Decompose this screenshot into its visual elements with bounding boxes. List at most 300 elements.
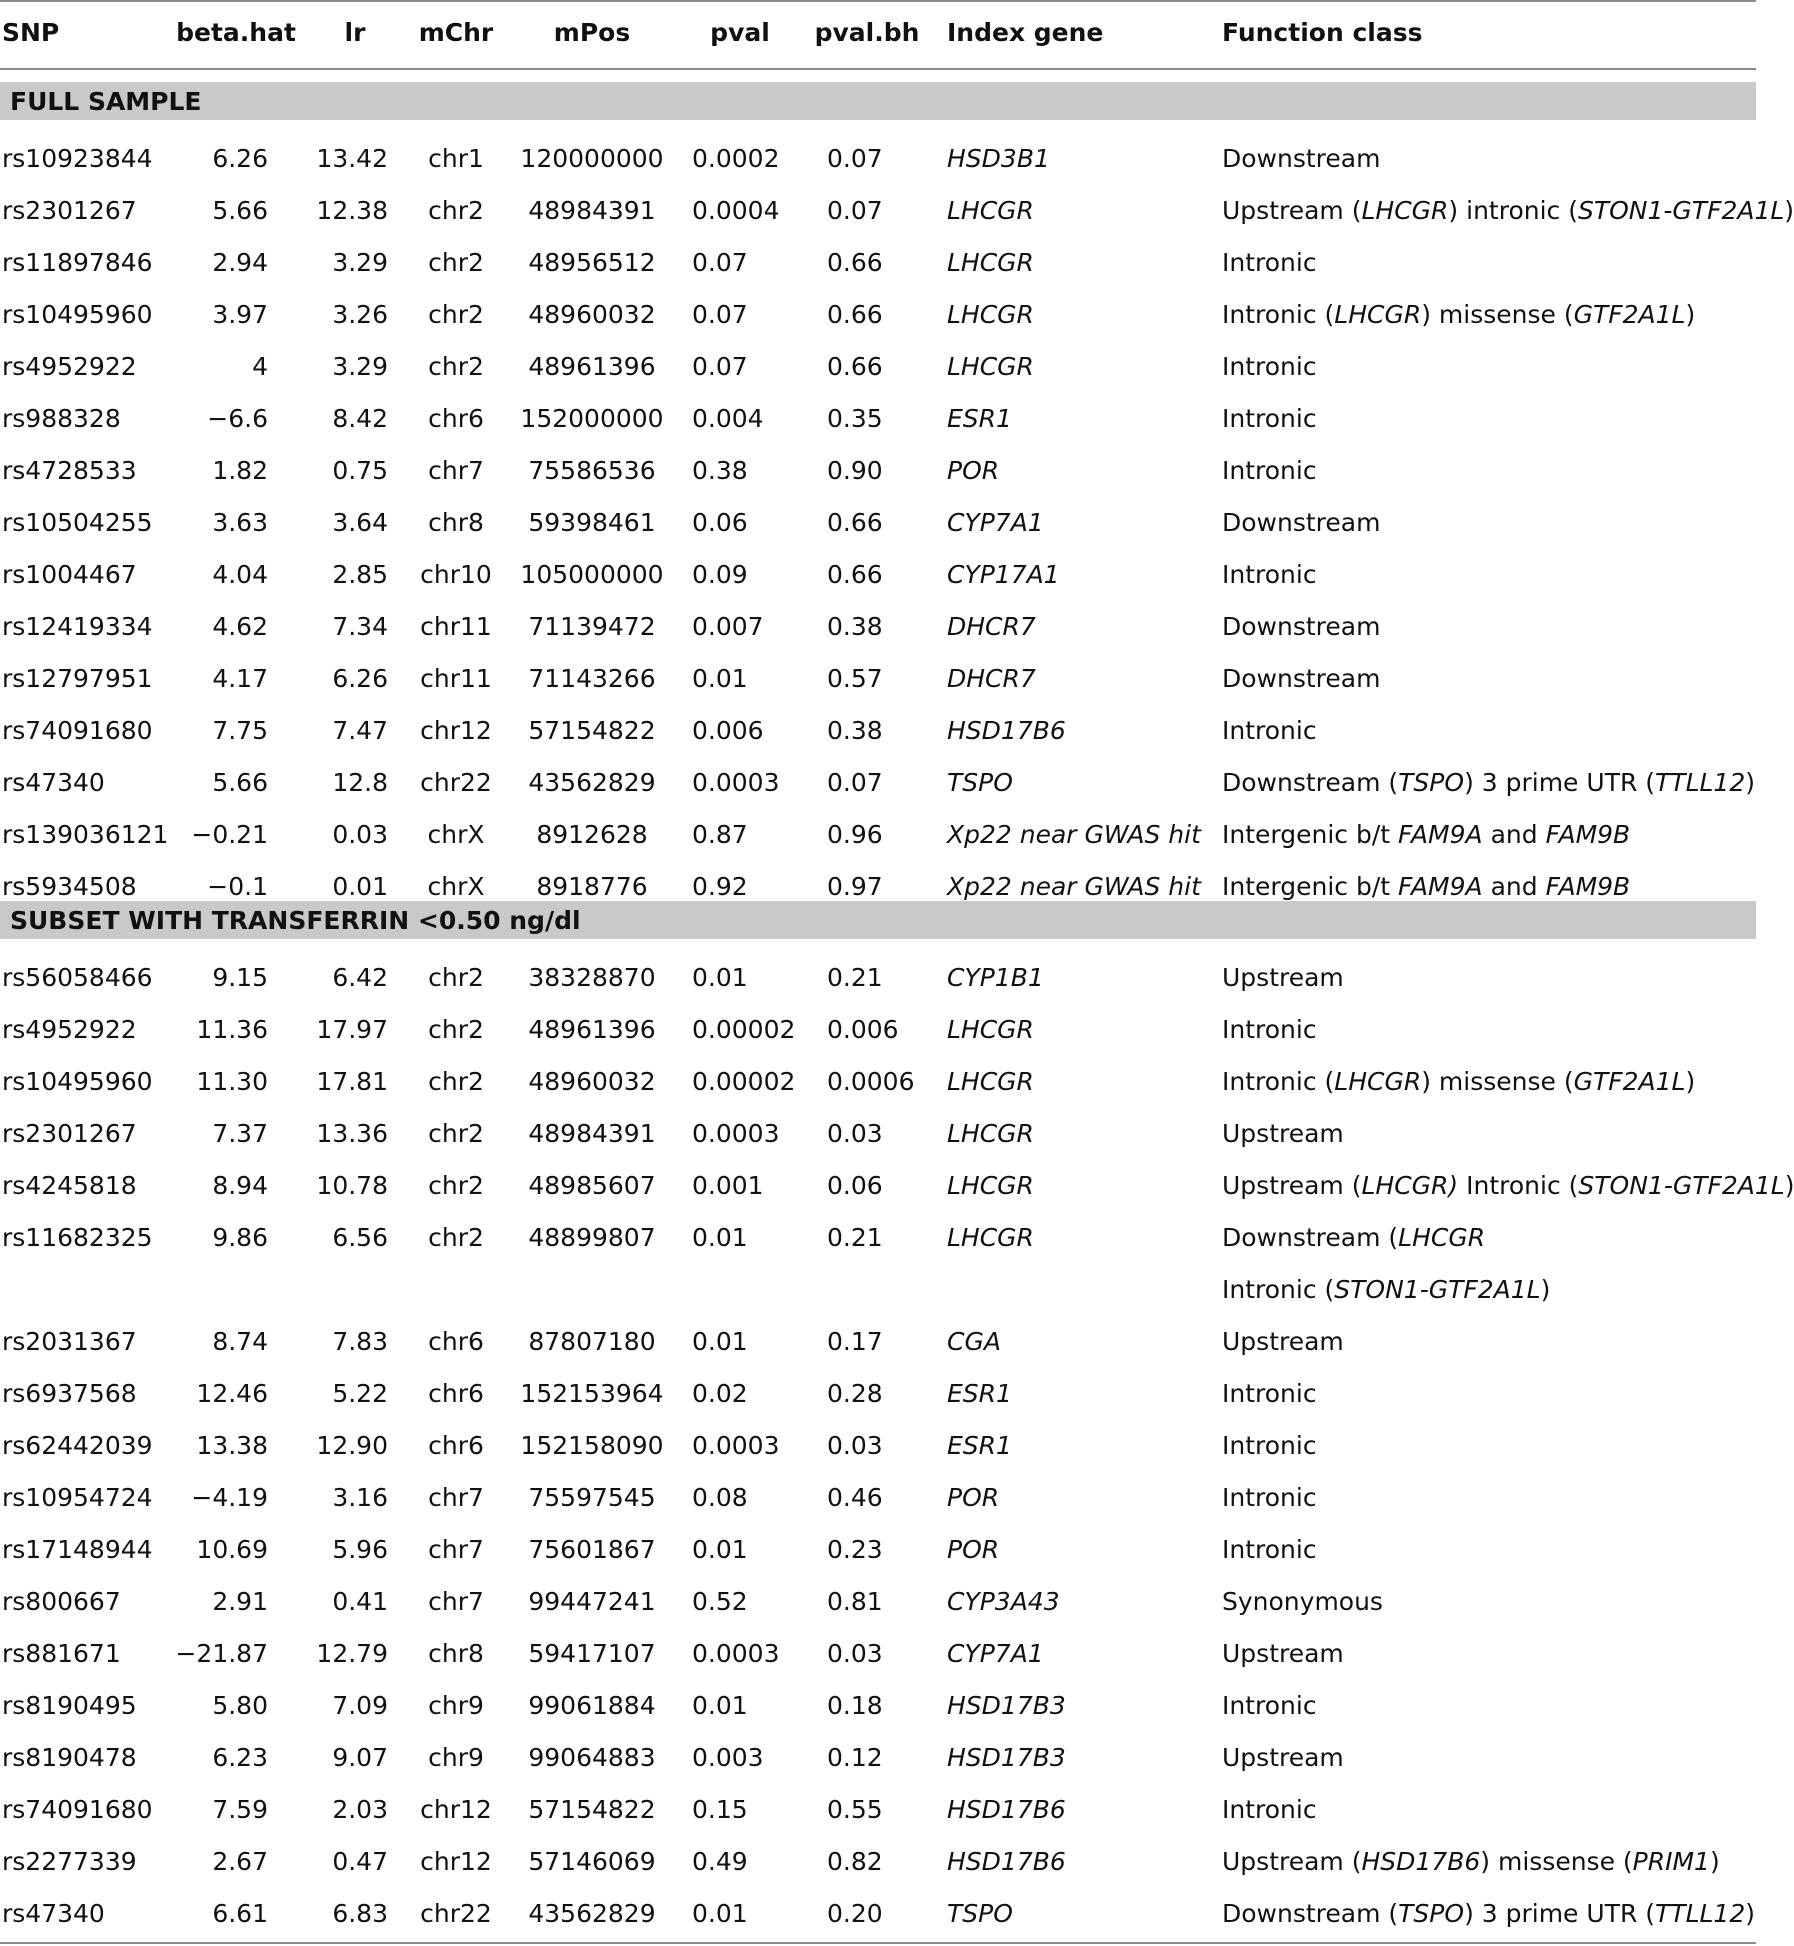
function-gene-name: TSPO (1398, 768, 1465, 797)
cell-beta-hat: 3.63 (212, 508, 268, 537)
cell-pval: 0.02 (692, 1379, 748, 1408)
cell-mpos: 87807180 (528, 1327, 656, 1356)
cell-pval-bh: 0.38 (827, 612, 883, 641)
cell-mchr: chrX (427, 872, 485, 901)
cell-pval: 0.07 (692, 352, 748, 381)
cell-pval: 0.09 (692, 560, 748, 589)
table-row (0, 1729, 1756, 1781)
cell-function-class (1222, 1121, 1344, 1146)
cell-lr: 17.97 (316, 1015, 388, 1044)
cell-beta-hat: −21.87 (175, 1639, 268, 1668)
cell-lr: 13.42 (316, 144, 388, 173)
cell-beta-hat: 2.94 (212, 248, 268, 277)
cell-mchr: chr2 (428, 352, 484, 381)
cell-mpos: 48960032 (528, 300, 656, 329)
top-rule (0, 0, 1756, 2)
cell-index-gene: TSPO (947, 768, 1013, 797)
function-gene-name: FAM9B (1545, 872, 1631, 901)
cell-mpos: 48899807 (528, 1223, 656, 1252)
cell-function-class (1222, 1069, 1695, 1094)
cell-snp: rs10954724 (2, 1483, 153, 1512)
table-row (0, 650, 1756, 702)
cell-pval: 0.01 (692, 1691, 748, 1720)
cell-pval: 0.00002 (692, 1015, 796, 1044)
cell-lr: 0.01 (332, 872, 388, 901)
cell-pval-bh: 0.46 (827, 1483, 883, 1512)
cell-mchr: chr22 (420, 768, 492, 797)
function-text: Downstream (1222, 144, 1381, 173)
table-row (0, 1365, 1756, 1417)
table-row (0, 234, 1756, 286)
cell-mchr: chr2 (428, 196, 484, 225)
cell-function-class (1222, 1381, 1317, 1406)
cell-beta-hat: 7.37 (212, 1119, 268, 1148)
function-text: ) missense ( (1421, 300, 1574, 329)
function-text: Intronic (1222, 352, 1317, 381)
cell-mchr: chr6 (428, 1379, 484, 1408)
cell-snp: rs6937568 (2, 1379, 137, 1408)
function-text: ) (1685, 1067, 1696, 1096)
cell-function-class (1222, 1277, 1550, 1302)
function-text: Downstream (1222, 612, 1381, 641)
cell-snp: rs800667 (2, 1587, 121, 1616)
cell-beta-hat: −6.6 (207, 404, 268, 433)
table-row (0, 1209, 1756, 1261)
table-row (0, 390, 1756, 442)
table-row (0, 182, 1794, 234)
cell-pval-bh: 0.12 (827, 1743, 883, 1772)
cell-mpos: 48961396 (528, 1015, 656, 1044)
cell-snp: rs12797951 (2, 664, 153, 693)
cell-mchr: chr12 (420, 1847, 492, 1876)
cell-index-gene: CYP3A43 (947, 1587, 1060, 1616)
cell-mchr: chr2 (428, 1119, 484, 1148)
cell-pval: 0.49 (692, 1847, 748, 1876)
function-text: and (1482, 872, 1546, 901)
cell-mchr: chr6 (428, 1431, 484, 1460)
cell-pval: 0.003 (692, 1743, 764, 1772)
cell-function-class (1222, 250, 1317, 275)
function-text: ) (1709, 1847, 1720, 1876)
cell-pval-bh: 0.82 (827, 1847, 883, 1876)
cell-mpos: 57146069 (528, 1847, 656, 1876)
cell-index-gene: POR (947, 456, 1000, 485)
cell-lr: 12.79 (316, 1639, 388, 1668)
function-gene-name: LHCGR (1398, 1223, 1486, 1252)
cell-snp: rs11897846 (2, 248, 153, 277)
cell-lr: 9.07 (332, 1743, 388, 1772)
cell-function-class (1222, 354, 1317, 379)
table-row (0, 1313, 1756, 1365)
cell-snp: rs8190495 (2, 1691, 137, 1720)
function-text: Intronic ( (1466, 1171, 1579, 1200)
cell-index-gene: ESR1 (947, 1379, 1012, 1408)
function-gene-name: TTLL12 (1655, 768, 1746, 797)
cell-beta-hat: 12.46 (196, 1379, 268, 1408)
table-row (0, 598, 1756, 650)
cell-mchr: chr11 (420, 664, 492, 693)
cell-function-class (1222, 198, 1794, 223)
cell-pval: 0.87 (692, 820, 748, 849)
cell-beta-hat: −4.19 (191, 1483, 268, 1512)
cell-index-gene: LHCGR (947, 196, 1034, 225)
cell-snp: rs12419334 (2, 612, 153, 641)
cell-lr: 7.09 (332, 1691, 388, 1720)
cell-snp: rs2301267 (2, 1119, 137, 1148)
cell-pval-bh: 0.66 (827, 508, 883, 537)
cell-pval: 0.0003 (692, 768, 780, 797)
cell-snp: rs881671 (2, 1639, 121, 1668)
function-text: ) (1784, 1171, 1794, 1200)
cell-mpos: 59398461 (528, 508, 656, 537)
cell-pval: 0.07 (692, 248, 748, 277)
function-text: ) (1685, 300, 1696, 329)
cell-function-class (1222, 614, 1380, 639)
function-text: Intronic (1222, 716, 1317, 745)
cell-function-class (1222, 1485, 1317, 1510)
function-text: Downstream (1222, 508, 1381, 537)
cell-mpos: 75601867 (528, 1535, 656, 1564)
cell-lr: 6.56 (332, 1223, 388, 1252)
cell-beta-hat: 8.74 (212, 1327, 268, 1356)
cell-lr: 7.34 (332, 612, 388, 641)
section-label: FULL SAMPLE (10, 87, 202, 116)
cell-pval-bh: 0.21 (827, 1223, 883, 1252)
header-pval: pval (710, 18, 770, 47)
cell-mpos: 71139472 (528, 612, 656, 641)
cell-function-class (1222, 1329, 1344, 1354)
header-snp: SNP (2, 18, 60, 47)
cell-beta-hat: 7.75 (212, 716, 268, 745)
cell-snp: rs4728533 (2, 456, 137, 485)
cell-mchr: chr11 (420, 612, 492, 641)
cell-pval: 0.0004 (692, 196, 780, 225)
cell-mpos: 48985607 (528, 1171, 656, 1200)
cell-mpos: 48956512 (528, 248, 656, 277)
cell-beta-hat: 3.97 (212, 300, 268, 329)
cell-snp: rs74091680 (2, 1795, 153, 1824)
cell-index-gene: POR (947, 1535, 1000, 1564)
cell-snp: rs47340 (2, 768, 105, 797)
function-text: and (1482, 820, 1546, 849)
cell-pval: 0.07 (692, 300, 748, 329)
cell-mchr: chr9 (428, 1691, 484, 1720)
cell-function-class (1222, 406, 1317, 431)
cell-mchr: chr2 (428, 963, 484, 992)
cell-pval: 0.52 (692, 1587, 748, 1616)
table-row (0, 1417, 1756, 1469)
table-row (0, 1053, 1756, 1105)
cell-function-class (1222, 1693, 1317, 1718)
cell-mchr: chr1 (428, 144, 484, 173)
cell-index-gene: CYP17A1 (947, 560, 1060, 589)
function-text: Intronic (1222, 1535, 1317, 1564)
cell-lr: 13.36 (316, 1119, 388, 1148)
function-text: Downstream (1222, 664, 1381, 693)
cell-pval: 0.0002 (692, 144, 780, 173)
function-text: Intergenic b/t (1222, 820, 1399, 849)
cell-lr: 3.16 (332, 1483, 388, 1512)
cell-pval: 0.01 (692, 963, 748, 992)
cell-lr: 17.81 (316, 1067, 388, 1096)
cell-mpos: 71143266 (528, 664, 656, 693)
cell-pval-bh: 0.23 (827, 1535, 883, 1564)
table-row (0, 286, 1756, 338)
cell-pval: 0.0003 (692, 1639, 780, 1668)
cell-function-class (1222, 822, 1630, 847)
cell-mpos: 99447241 (528, 1587, 656, 1616)
cell-mchr: chr6 (428, 404, 484, 433)
cell-mpos: 152153964 (520, 1379, 664, 1408)
function-gene-name: LHCGR (1334, 1067, 1422, 1096)
cell-mchr: chr2 (428, 1171, 484, 1200)
cell-beta-hat: 4.62 (212, 612, 268, 641)
function-text: ) missense ( (1480, 1847, 1633, 1876)
function-text: ) intronic ( (1448, 196, 1578, 225)
cell-function-class (1222, 510, 1380, 535)
cell-mpos: 59417107 (528, 1639, 656, 1668)
cell-pval: 0.00002 (692, 1067, 796, 1096)
cell-pval: 0.01 (692, 1327, 748, 1356)
function-text: ) (1784, 196, 1794, 225)
cell-index-gene: LHCGR (947, 1223, 1034, 1252)
cell-function-class (1222, 1641, 1344, 1666)
cell-snp: rs10495960 (2, 300, 153, 329)
header-mpos: mPos (553, 18, 631, 47)
cell-pval-bh: 0.03 (827, 1639, 883, 1668)
function-text: Intronic (1222, 1379, 1317, 1408)
function-text: Intronic (1222, 1795, 1317, 1824)
function-gene-name: LHCGR) (1361, 1171, 1467, 1200)
cell-mpos: 48984391 (528, 1119, 656, 1148)
cell-mchr: chr9 (428, 1743, 484, 1772)
function-gene-name: HSD17B6 (1361, 1847, 1481, 1876)
cell-lr: 0.47 (332, 1847, 388, 1876)
cell-snp: rs988328 (2, 404, 121, 433)
cell-pval-bh: 0.55 (827, 1795, 883, 1824)
cell-beta-hat: 13.38 (196, 1431, 268, 1460)
cell-lr: 3.29 (332, 248, 388, 277)
table-row (0, 1469, 1756, 1521)
cell-snp: rs10923844 (2, 144, 153, 173)
cell-beta-hat: −0.21 (191, 820, 268, 849)
cell-mpos: 43562829 (528, 768, 656, 797)
cell-index-gene: POR (947, 1483, 1000, 1512)
cell-pval-bh: 0.07 (827, 196, 883, 225)
cell-pval: 0.007 (692, 612, 764, 641)
cell-lr: 2.03 (332, 1795, 388, 1824)
cell-pval-bh: 0.96 (827, 820, 883, 849)
cell-index-gene: HSD17B6 (947, 716, 1066, 745)
cell-beta-hat: 5.66 (212, 196, 268, 225)
cell-function-class (1222, 1589, 1383, 1614)
cell-snp: rs10504255 (2, 508, 153, 537)
cell-function-class (1222, 1017, 1317, 1042)
cell-pval: 0.0003 (692, 1119, 780, 1148)
cell-snp: rs62442039 (2, 1431, 153, 1460)
function-text: Upstream (1222, 1327, 1344, 1356)
cell-pval: 0.08 (692, 1483, 748, 1512)
cell-index-gene: CYP1B1 (947, 963, 1044, 992)
cell-snp: rs4245818 (2, 1171, 137, 1200)
table-row (0, 754, 1756, 806)
cell-lr: 6.83 (332, 1899, 388, 1928)
table-row (0, 130, 1756, 182)
cell-snp: rs56058466 (2, 963, 153, 992)
cell-mchr: chr12 (420, 716, 492, 745)
function-text: Intronic (1222, 248, 1317, 277)
table-row (0, 806, 1756, 858)
cell-pval: 0.01 (692, 1535, 748, 1564)
function-text: ) missense ( (1421, 1067, 1574, 1096)
cell-lr: 12.38 (316, 196, 388, 225)
cell-index-gene: Xp22 near GWAS hit (947, 872, 1201, 901)
header-rule (0, 68, 1756, 70)
cell-pval-bh: 0.81 (827, 1587, 883, 1616)
section-label: SUBSET WITH TRANSFERRIN <0.50 ng/dl (10, 906, 581, 935)
cell-snp: rs4952922 (2, 352, 137, 381)
function-text: Downstream ( (1222, 768, 1399, 797)
cell-index-gene: HSD3B1 (947, 144, 1050, 173)
function-text: Intronic ( (1222, 300, 1335, 329)
cell-pval: 0.01 (692, 664, 748, 693)
table-row (0, 1677, 1756, 1729)
cell-function-class (1222, 302, 1695, 327)
cell-mpos: 120000000 (520, 144, 664, 173)
cell-pval: 0.0003 (692, 1431, 780, 1460)
cell-function-class (1222, 770, 1755, 795)
cell-mpos: 8918776 (536, 872, 648, 901)
function-text: Intronic (1222, 1691, 1317, 1720)
function-text: Downstream ( (1222, 1223, 1399, 1252)
function-gene-name: FAM9A (1398, 820, 1483, 849)
cell-pval-bh: 0.07 (827, 768, 883, 797)
header-lr: lr (344, 18, 366, 47)
cell-index-gene: LHCGR (947, 300, 1034, 329)
function-text: Upstream ( (1222, 1171, 1362, 1200)
cell-snp: rs4952922 (2, 1015, 137, 1044)
cell-snp: rs8190478 (2, 1743, 137, 1772)
cell-snp: rs11682325 (2, 1223, 153, 1252)
cell-mchr: chr7 (428, 1535, 484, 1564)
cell-index-gene: Xp22 near GWAS hit (947, 820, 1201, 849)
cell-mchr: chr8 (428, 508, 484, 537)
cell-index-gene: HSD17B6 (947, 1795, 1066, 1824)
cell-pval: 0.006 (692, 716, 764, 745)
function-gene-name: LHCGR (1334, 300, 1422, 329)
cell-function-class (1222, 1797, 1317, 1822)
table-row (0, 1885, 1756, 1937)
cell-lr: 5.22 (332, 1379, 388, 1408)
cell-index-gene: DHCR7 (947, 612, 1036, 641)
table-row (0, 494, 1756, 546)
cell-lr: 3.64 (332, 508, 388, 537)
cell-snp: rs5934508 (2, 872, 137, 901)
cell-function-class (1222, 458, 1317, 483)
cell-beta-hat: 4.04 (212, 560, 268, 589)
cell-pval-bh: 0.07 (827, 144, 883, 173)
table-row (0, 338, 1756, 390)
cell-pval-bh: 0.90 (827, 456, 883, 485)
cell-lr: 7.47 (332, 716, 388, 745)
header-pval-bh: pval.bh (814, 18, 920, 47)
cell-pval-bh: 0.66 (827, 560, 883, 589)
cell-function-class (1222, 874, 1630, 899)
table-row (0, 442, 1756, 494)
function-text: Upstream (1222, 1743, 1344, 1772)
cell-pval-bh: 0.97 (827, 872, 883, 901)
function-gene-name: STON1-GTF2A1L (1578, 1171, 1785, 1200)
header-index-gene: Index gene (947, 18, 1104, 47)
cell-lr: 2.85 (332, 560, 388, 589)
cell-mpos: 48961396 (528, 352, 656, 381)
cell-function-class (1222, 1849, 1720, 1874)
cell-beta-hat: 2.91 (212, 1587, 268, 1616)
function-text: Upstream (1222, 963, 1344, 992)
function-gene-name: TTLL12 (1655, 1899, 1746, 1928)
cell-index-gene: TSPO (947, 1899, 1013, 1928)
cell-pval-bh: 0.57 (827, 664, 883, 693)
cell-lr: 12.8 (332, 768, 388, 797)
cell-beta-hat: 5.66 (212, 768, 268, 797)
cell-mpos: 152000000 (520, 404, 664, 433)
cell-mchr: chr6 (428, 1327, 484, 1356)
cell-index-gene: CYP7A1 (947, 508, 1044, 537)
function-text: Upstream ( (1222, 196, 1362, 225)
cell-function-class (1222, 562, 1317, 587)
cell-index-gene: LHCGR (947, 352, 1034, 381)
function-text: ) (1745, 768, 1756, 797)
cell-lr: 0.75 (332, 456, 388, 485)
function-text: Intronic ( (1222, 1067, 1335, 1096)
cell-beta-hat: 11.30 (196, 1067, 268, 1096)
function-text: ) 3 prime UTR ( (1464, 1899, 1656, 1928)
function-text: Intronic (1222, 560, 1317, 589)
table-row (0, 949, 1756, 1001)
cell-index-gene: LHCGR (947, 1015, 1034, 1044)
cell-lr: 0.41 (332, 1587, 388, 1616)
function-text: Intronic (1222, 404, 1317, 433)
cell-lr: 5.96 (332, 1535, 388, 1564)
cell-mpos: 57154822 (528, 716, 656, 745)
cell-beta-hat: 6.23 (212, 1743, 268, 1772)
cell-mpos: 48984391 (528, 196, 656, 225)
cell-beta-hat: −0.1 (207, 872, 268, 901)
bottom-rule (0, 1942, 1756, 1944)
function-gene-name: GTF2A1L (1573, 1067, 1686, 1096)
header-mchr: mChr (418, 18, 494, 47)
cell-beta-hat: 6.26 (212, 144, 268, 173)
cell-pval-bh: 0.0006 (827, 1067, 915, 1096)
function-text: Upstream ( (1222, 1847, 1362, 1876)
cell-mchr: chr8 (428, 1639, 484, 1668)
function-text: ) (1745, 1899, 1756, 1928)
cell-lr: 7.83 (332, 1327, 388, 1356)
function-gene-name: TSPO (1398, 1899, 1465, 1928)
cell-index-gene: DHCR7 (947, 664, 1036, 693)
function-text: ) (1540, 1275, 1551, 1304)
cell-pval: 0.06 (692, 508, 748, 537)
cell-mchr: chr2 (428, 1067, 484, 1096)
cell-pval: 0.92 (692, 872, 748, 901)
function-text: Intronic ( (1222, 1275, 1335, 1304)
cell-function-class (1222, 146, 1380, 171)
cell-beta-hat: 8.94 (212, 1171, 268, 1200)
cell-index-gene: CGA (947, 1327, 1001, 1356)
function-gene-name: PRIM1 (1632, 1847, 1710, 1876)
cell-pval-bh: 0.28 (827, 1379, 883, 1408)
function-gene-name: STON1-GTF2A1L (1334, 1275, 1541, 1304)
